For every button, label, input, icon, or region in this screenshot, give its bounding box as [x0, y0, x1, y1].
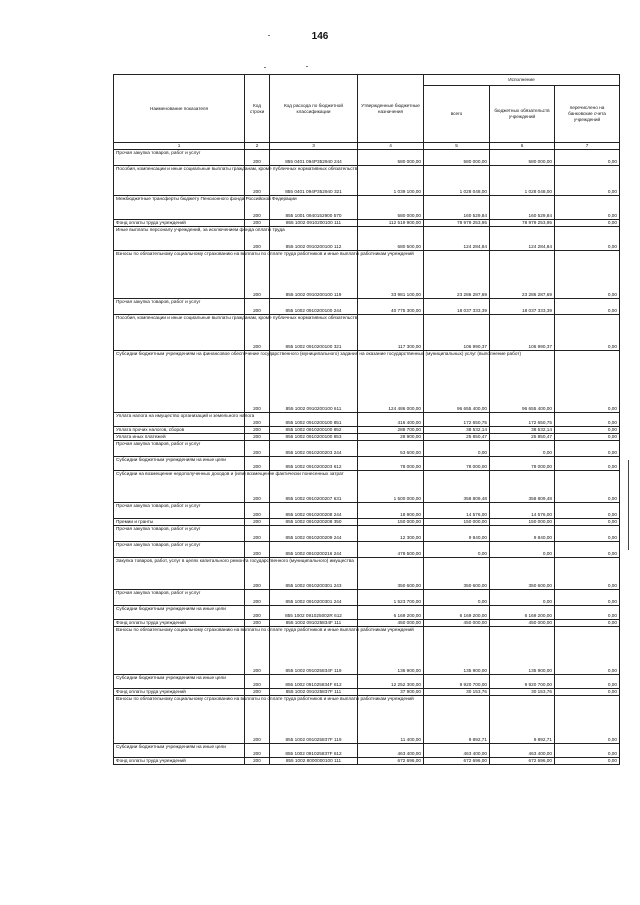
row-line-code: 200: [245, 220, 270, 227]
row-line-code: 200: [245, 434, 270, 441]
row-line-code: 200: [245, 606, 270, 620]
row-approved: 28 900,00: [358, 434, 424, 441]
table-row: [114, 299, 620, 315]
row-budget-institutions: 78 979 253,95: [490, 220, 555, 227]
row-name: Субсидии бюджетным учреждениям на финансовое обеспечение государственного (муниципального) задания на оказание государственных (муниципальных) услуг (выполнение работ): [114, 351, 245, 413]
table-row: [114, 606, 620, 620]
column-number: 2: [245, 143, 270, 150]
row-budget-code: 855 1002 0910200100 611: [270, 351, 358, 413]
row-name: Фонд оплаты труда учреждений: [114, 220, 245, 227]
row-line-code: 200: [245, 503, 270, 519]
row-total: 78 979 253,95: [424, 220, 490, 227]
row-budget-institutions: 96 655 400,00: [490, 351, 555, 413]
table-row: [114, 220, 620, 227]
row-budget-code: 855 1002 0910200100 119: [270, 251, 358, 299]
row-approved: 12 252 300,00: [358, 675, 424, 689]
row-approved: 478 500,00: [358, 542, 424, 558]
row-budget-code: 855 1002 0910200100 111: [270, 220, 358, 227]
page-number: 146: [311, 31, 329, 42]
row-name: Субсидии бюджетным учреждениям на иные цели: [114, 457, 245, 471]
row-budget-institutions: 18 037 333,39: [490, 299, 555, 315]
row-line-code: 200: [245, 196, 270, 220]
row-budget-code: 855 1002 0910200208 350: [270, 519, 358, 526]
row-name: Прочая закупка товаров, работ и услуг: [114, 542, 245, 558]
row-transferred: 0,00: [555, 606, 620, 620]
row-transferred: 0,00: [555, 196, 620, 220]
row-total: 672 696,00: [424, 758, 490, 765]
row-name: Пособия, компенсации и иные социальные выплаты гражданам, кроме публичных нормативных обязательств: [114, 315, 245, 351]
row-total: 124 284,84: [424, 227, 490, 251]
row-name: Уплата иных платежей: [114, 434, 245, 441]
row-total: 9 840,00: [424, 526, 490, 542]
table-row: [114, 150, 620, 166]
row-transferred: 0,00: [555, 315, 620, 351]
row-line-code: 200: [245, 251, 270, 299]
row-name: Уплата налога на имущество организаций и земельного налога: [114, 413, 245, 427]
row-transferred: 0,00: [555, 441, 620, 457]
row-budget-code: 855 1001 0940152900 570: [270, 196, 358, 220]
row-name: Взносы по обязательному социальному страхованию на выплаты по оплате труда работников и иные выплаты работникам учреждений: [114, 627, 245, 675]
row-transferred: 0,00: [555, 150, 620, 166]
row-name: Субсидии бюджетным учреждениям на иные цели: [114, 606, 245, 620]
row-total: 358 809,48: [424, 471, 490, 503]
row-budget-institutions: 9 920 700,00: [490, 675, 555, 689]
row-line-code: 200: [245, 696, 270, 744]
table-row: [114, 675, 620, 689]
row-budget-institutions: 0,00: [490, 590, 555, 606]
row-budget-institutions: 124 284,84: [490, 227, 555, 251]
row-total: 0,00: [424, 590, 490, 606]
scan-speck: [268, 35, 270, 36]
table-row: [114, 558, 620, 590]
header-approved: Утвержденные бюджетные назначения: [358, 75, 424, 143]
row-total: 6 169 200,00: [424, 606, 490, 620]
row-approved: 18 900,00: [358, 503, 424, 519]
budget-execution-table: [113, 74, 620, 765]
row-budget-institutions: 106 990,37: [490, 315, 555, 351]
row-approved: 580 000,00: [358, 150, 424, 166]
row-approved: 12 300,00: [358, 526, 424, 542]
row-budget-code: 855 1002 091025834F 612: [270, 675, 358, 689]
row-approved: 78 000,00: [358, 457, 424, 471]
row-total: 30 153,76: [424, 689, 490, 696]
table-row: [114, 166, 620, 196]
row-budget-institutions: 78 000,00: [490, 457, 555, 471]
row-line-code: 200: [245, 620, 270, 627]
row-transferred: 0,00: [555, 542, 620, 558]
row-transferred: 0,00: [555, 351, 620, 413]
row-transferred: 0,00: [555, 427, 620, 434]
row-line-code: 200: [245, 441, 270, 457]
column-number: 7: [555, 143, 620, 150]
row-budget-code: 855 1002 0910200216 244: [270, 542, 358, 558]
row-budget-code: 855 0401 094P352940 321: [270, 166, 358, 196]
column-number: 1: [114, 143, 245, 150]
row-budget-code: 855 1002 0910200301 243: [270, 558, 358, 590]
row-budget-code: 855 1002 091025834F 119: [270, 627, 358, 675]
row-budget-code: 855 1002 091025837F 111: [270, 689, 358, 696]
table-row: [114, 590, 620, 606]
row-line-code: 200: [245, 427, 270, 434]
table-row: [114, 227, 620, 251]
row-line-code: 200: [245, 227, 270, 251]
table-row: [114, 696, 620, 744]
row-name: Субсидии бюджетным учреждениям на иные цели: [114, 744, 245, 758]
row-approved: 416 400,00: [358, 413, 424, 427]
row-line-code: 200: [245, 519, 270, 526]
row-transferred: 0,00: [555, 220, 620, 227]
row-name: Прочая закупка товаров, работ и услуг: [114, 503, 245, 519]
row-name: Фонд оплаты труда учреждений: [114, 620, 245, 627]
row-line-code: 200: [245, 413, 270, 427]
row-budget-institutions: 350 600,00: [490, 558, 555, 590]
row-total: 0,00: [424, 441, 490, 457]
row-approved: 680 500,00: [358, 227, 424, 251]
row-transferred: 0,00: [555, 526, 620, 542]
row-budget-institutions: 9 892,71: [490, 696, 555, 744]
table-row: [114, 315, 620, 351]
header-line-code: Код строки: [245, 75, 270, 143]
row-name: Фонд оплаты труда учреждений: [114, 689, 245, 696]
row-budget-code: 855 1002 0910200207 631: [270, 471, 358, 503]
row-total: 580 000,00: [424, 150, 490, 166]
table-row: [114, 196, 620, 220]
row-name: Прочая закупка товаров, работ и услуг: [114, 150, 245, 166]
table-row: [114, 627, 620, 675]
column-number: 5: [424, 143, 490, 150]
row-total: 18 037 333,39: [424, 299, 490, 315]
row-total: 9 892,71: [424, 696, 490, 744]
row-total: 463 400,00: [424, 744, 490, 758]
row-line-code: 200: [245, 471, 270, 503]
row-total: 160 529,84: [424, 196, 490, 220]
column-number: 3: [270, 143, 358, 150]
row-total: 38 532,14: [424, 427, 490, 434]
row-transferred: 0,00: [555, 251, 620, 299]
row-line-code: 200: [245, 542, 270, 558]
row-budget-institutions: 135 900,00: [490, 627, 555, 675]
row-total: 23 286 287,69: [424, 251, 490, 299]
row-transferred: 0,00: [555, 503, 620, 519]
row-approved: 288 700,00: [358, 427, 424, 434]
header-budget-institutions: бюджетных обязательств учреждений: [490, 86, 555, 143]
row-approved: 450 000,00: [358, 620, 424, 627]
row-transferred: 0,00: [555, 758, 620, 765]
row-line-code: 200: [245, 558, 270, 590]
row-budget-institutions: 172 650,75: [490, 413, 555, 427]
row-transferred: 0,00: [555, 627, 620, 675]
row-name: Прочая закупка товаров, работ и услуг: [114, 590, 245, 606]
row-budget-code: 855 1002 0910200301 244: [270, 590, 358, 606]
row-total: 14 576,00: [424, 503, 490, 519]
row-budget-code: 855 1002 0910200100 321: [270, 315, 358, 351]
row-total: 25 850,47: [424, 434, 490, 441]
row-budget-code: 855 1002 0910200100 853: [270, 434, 358, 441]
row-transferred: 0,00: [555, 689, 620, 696]
row-line-code: 200: [245, 744, 270, 758]
row-approved: 112 519 900,00: [358, 220, 424, 227]
table-row: [114, 413, 620, 427]
row-budget-code: 855 1002 091025837F 119: [270, 696, 358, 744]
table-row: [114, 744, 620, 758]
row-transferred: 0,00: [555, 413, 620, 427]
column-number: 6: [490, 143, 555, 150]
row-budget-institutions: 25 850,47: [490, 434, 555, 441]
row-name: Субсидии бюджетным учреждениям на иные цели: [114, 675, 245, 689]
row-transferred: 0,00: [555, 558, 620, 590]
row-name: Прочая закупка товаров, работ и услуг: [114, 441, 245, 457]
table-body: [114, 150, 620, 765]
row-approved: 1 039 100,00: [358, 166, 424, 196]
table-row: [114, 471, 620, 503]
row-approved: 1 500 000,00: [358, 471, 424, 503]
row-transferred: 0,00: [555, 744, 620, 758]
row-total: 96 655 400,00: [424, 351, 490, 413]
header-total: всего: [424, 86, 490, 143]
row-budget-institutions: 23 286 287,69: [490, 251, 555, 299]
row-approved: 124 486 000,00: [358, 351, 424, 413]
header-transferred: перечислено на банковские счета учреждений: [555, 86, 620, 143]
table-row: [114, 457, 620, 471]
table-row: [114, 441, 620, 457]
row-approved: 672 696,00: [358, 758, 424, 765]
row-name: Иные выплаты персоналу учреждений, за исключением фонда оплаты труда: [114, 227, 245, 251]
row-name: Премии и гранты: [114, 519, 245, 526]
row-budget-code: 855 1002 0910200100 852: [270, 427, 358, 434]
row-line-code: 200: [245, 150, 270, 166]
row-budget-code: 855 1002 0910200203 244: [270, 441, 358, 457]
row-transferred: 0,00: [555, 471, 620, 503]
row-line-code: 200: [245, 351, 270, 413]
table-row: [114, 526, 620, 542]
row-budget-institutions: 580 000,00: [490, 150, 555, 166]
row-budget-code: 855 1002 0910200100 851: [270, 413, 358, 427]
row-approved: 6 169 200,00: [358, 606, 424, 620]
row-line-code: 200: [245, 299, 270, 315]
row-approved: 150 000,00: [358, 519, 424, 526]
row-approved: 463 400,00: [358, 744, 424, 758]
row-total: 78 000,00: [424, 457, 490, 471]
row-name: Уплата прочих налогов, сборов: [114, 427, 245, 434]
table-row: [114, 351, 620, 413]
row-line-code: 200: [245, 166, 270, 196]
row-budget-code: 855 1002 091025834F 111: [270, 620, 358, 627]
row-total: 350 600,00: [424, 558, 490, 590]
row-approved: 117 300,00: [358, 315, 424, 351]
row-approved: 37 900,00: [358, 689, 424, 696]
row-name: Фонд оплаты труда учреждений: [114, 758, 245, 765]
row-total: 450 000,00: [424, 620, 490, 627]
row-transferred: 0,00: [555, 696, 620, 744]
row-budget-institutions: 6 169 200,00: [490, 606, 555, 620]
row-approved: 350 600,00: [358, 558, 424, 590]
row-approved: 580 000,00: [358, 196, 424, 220]
row-total: 150 000,00: [424, 519, 490, 526]
row-line-code: 200: [245, 526, 270, 542]
column-number: 4: [358, 143, 424, 150]
row-budget-institutions: 14 576,00: [490, 503, 555, 519]
row-budget-institutions: 9 840,00: [490, 526, 555, 542]
row-transferred: 0,00: [555, 519, 620, 526]
row-total: 106 990,37: [424, 315, 490, 351]
row-total: 172 650,75: [424, 413, 490, 427]
row-approved: 136 900,00: [358, 627, 424, 675]
row-approved: 33 981 100,00: [358, 251, 424, 299]
header-name: Наименование показателя: [114, 75, 245, 143]
scan-edge-line: [628, 460, 629, 550]
table-row: [114, 251, 620, 299]
table-row: [114, 427, 620, 434]
row-line-code: 200: [245, 758, 270, 765]
scan-speck: [264, 67, 266, 68]
row-name: Пособия, компенсации и иные социальные выплаты гражданам, кроме публичных нормативных обязательств: [114, 166, 245, 196]
row-budget-institutions: 0,00: [490, 441, 555, 457]
row-budget-institutions: 358 809,48: [490, 471, 555, 503]
row-name: Закупка товаров, работ, услуг в целях капитального ремонта государственного (муниципального) имущества: [114, 558, 245, 590]
row-transferred: 0,00: [555, 434, 620, 441]
row-line-code: 200: [245, 689, 270, 696]
row-total: 1 028 048,00: [424, 166, 490, 196]
table-row: [114, 542, 620, 558]
table-row: [114, 503, 620, 519]
row-total: 0,00: [424, 542, 490, 558]
row-budget-institutions: 1 028 048,00: [490, 166, 555, 196]
row-line-code: 200: [245, 675, 270, 689]
row-total: 135 900,00: [424, 627, 490, 675]
table-row: [114, 620, 620, 627]
row-budget-code: 855 1002 091025837F 612: [270, 744, 358, 758]
row-budget-institutions: 463 400,00: [490, 744, 555, 758]
row-transferred: 0,00: [555, 227, 620, 251]
row-transferred: 0,00: [555, 620, 620, 627]
row-budget-institutions: 450 000,00: [490, 620, 555, 627]
row-budget-institutions: 160 529,84: [490, 196, 555, 220]
row-budget-code: 855 1002 0910200209 244: [270, 526, 358, 542]
table-row: [114, 758, 620, 765]
row-approved: 1 523 700,00: [358, 590, 424, 606]
row-budget-code: 855 1002 8000000100 111: [270, 758, 358, 765]
row-line-code: 200: [245, 590, 270, 606]
row-budget-code: 855 1002 0910200100 112: [270, 227, 358, 251]
row-budget-code: 855 1002 0910200208 244: [270, 503, 358, 519]
row-transferred: 0,00: [555, 590, 620, 606]
row-name: Прочая закупка товаров, работ и услуг: [114, 299, 245, 315]
row-transferred: 0,00: [555, 166, 620, 196]
row-budget-institutions: 30 153,76: [490, 689, 555, 696]
row-budget-institutions: 38 532,14: [490, 427, 555, 434]
row-total: 9 920 700,00: [424, 675, 490, 689]
row-budget-institutions: 150 000,00: [490, 519, 555, 526]
header-execution: Исполнение: [424, 75, 620, 86]
row-budget-code: 855 1002 0910200100 244: [270, 299, 358, 315]
row-name: Субсидии на возмещение недополученных доходов и (или) возмещение фактически понесенных затрат: [114, 471, 245, 503]
row-line-code: 200: [245, 457, 270, 471]
row-name: Взносы по обязательному социальному страхованию на выплаты по оплате труда работников и иные выплаты работникам учреждений: [114, 696, 245, 744]
row-budget-code: 855 1002 091025002R 612: [270, 606, 358, 620]
row-name: Межбюджетные трансферты бюджету Пенсионного фонда Российской Федерации: [114, 196, 245, 220]
row-line-code: 200: [245, 315, 270, 351]
table-row: [114, 519, 620, 526]
row-transferred: 0,00: [555, 299, 620, 315]
row-budget-code: 855 0401 094P352940 244: [270, 150, 358, 166]
row-approved: 53 600,00: [358, 441, 424, 457]
row-budget-institutions: 0,00: [490, 542, 555, 558]
row-name: Взносы по обязательному социальному страхованию на выплаты по оплате труда работников и иные выплаты работникам учреждений: [114, 251, 245, 299]
row-transferred: 0,00: [555, 675, 620, 689]
header-budget-code: Код расхода по бюджетной классификации: [270, 75, 358, 143]
table-row: [114, 689, 620, 696]
row-approved: 40 775 300,00: [358, 299, 424, 315]
table-row: [114, 434, 620, 441]
scan-speck: [306, 66, 308, 67]
row-budget-institutions: 672 696,00: [490, 758, 555, 765]
row-transferred: 0,00: [555, 457, 620, 471]
row-approved: 11 400,00: [358, 696, 424, 744]
row-name: Прочая закупка товаров, работ и услуг: [114, 526, 245, 542]
row-line-code: 200: [245, 627, 270, 675]
row-budget-code: 855 1002 0910200203 612: [270, 457, 358, 471]
